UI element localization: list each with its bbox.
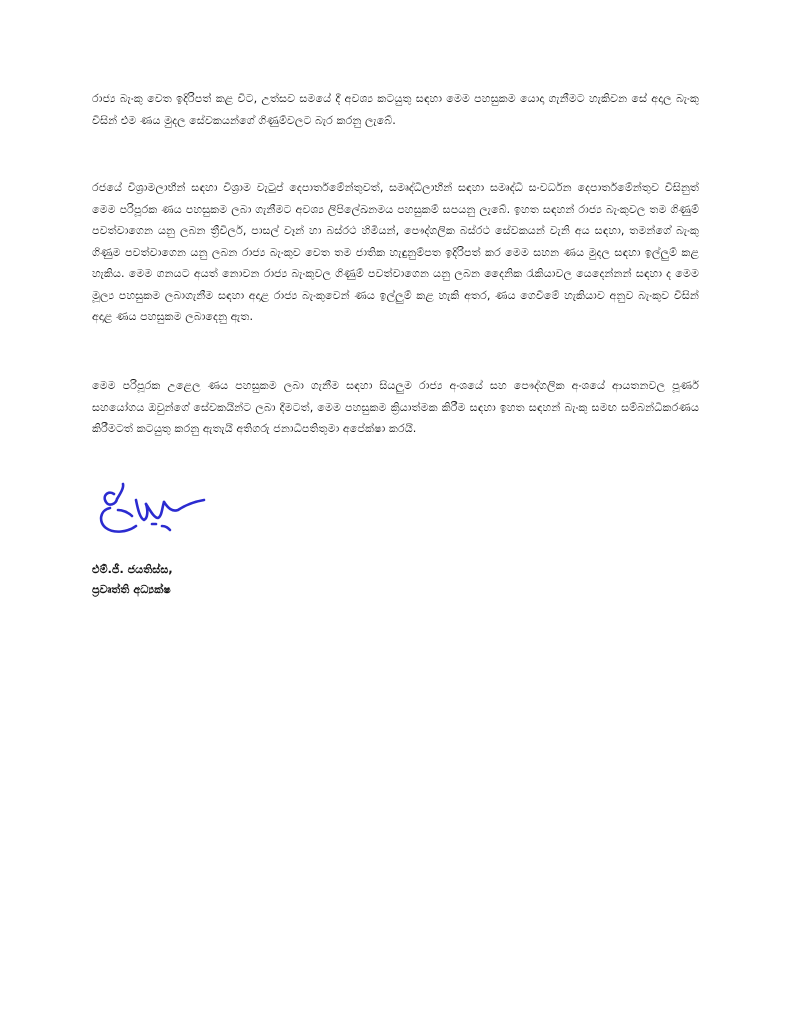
signatory-name: එම්.ජී. ජයතිස්ස,: [92, 563, 173, 576]
handwritten-signature: [96, 480, 208, 542]
paragraph-3: මෙම පරිපූරක උළෙල ණය පහසුකම ලබා ගැනීම සඳහා සියලුම රාජ්‍ය අංශයේ සහ පෞද්ගලික අංශයේ ආයතනවල පූර්ණ සහයෝගය ඔවුන්ගේ සේවකයින්ට ලබා දීමටත්, මෙම පහසුකම ක්‍රියාත්මක කිරීම සඳහා ඉහත සඳහන් බැංකු සමඟ සම්බන්ධීකරණය කිරීමටත් කටයුතු කරනු ඇතැයි අතිගරු ජනාධිපතිතුමා අපේක්ෂා කරයි.: [92, 379, 699, 435]
paragraph-1: රාජ්‍ය බැංකු වෙත ඉදිරිපත් කළ විට, උත්සව සමයේ දී අවශ්‍ය කටයුතු සඳහා මෙම පහසුකම යොදා ගැනීමට හැකිවන සේ අදාල බැංකු විසින් එම ණය මුදල සේවකයන්ගේ ගිණුම්වලට බැර කරනු ලැබේ.: [92, 92, 699, 127]
paragraph-2: රජයේ විශ්‍රාමලාභීන් සඳහා විශ්‍රාම වැටුප් දෙපාර්තමේන්තුවත්, සමෘද්ධිලාභීන් සඳහා සමෘද්ධි සංවර්ධන දෙපාර්තමේන්තුව විසිනුත් මෙම පරිපූරක ණය පහසුකම ලබා ගැනීමට අවශ්‍ය ලිපිලේඛනමය පහසුකම් සපයනු ලැබේ. ඉහත සඳහන් රාජ්‍ය බැංකුවල තම ගිණුම් පවත්වාගෙන යනු ලබන ත්‍රීවීලර්, පාසල් වෑන් හා බස්රථ හිමියන්, පෞද්ගලික බස්රථ සේවකයන් වැනි අය සඳහා, තමන්ගේ බැංකු ගිණුම පවත්වාගෙන යනු ලබන රාජ්‍ය බැංකුව වෙත තම ජාතික හැඳුනුම්පත ඉදිරිපත් කර මෙම සහන ණය මුදල සඳහා ඉල්ලුම් කළ හැකිය. මෙම ගනයට අයත් නොවන රාජ්‍ය බැංකුවල ගිණුම් පවත්වාගෙන යනු ලබන දෛනික රැකියාවල යෙදෙන්නන් සඳහා ද මෙම මූල්‍ය පහසුකම ලබාගැනීම සඳහා අදාළ රාජ්‍ය බැංකුවෙන් ණය ඉල්ලුම් කළ හැකි අතර, ණය ගෙවීමේ හැකියාව අනුව බැංකුව විසින් අදාළ ණය පහසුකම ලබාදෙනු ඇත.: [92, 181, 699, 323]
signatory-title: ප්‍රවෘත්ති අධ්‍යක්ෂ: [92, 583, 171, 596]
